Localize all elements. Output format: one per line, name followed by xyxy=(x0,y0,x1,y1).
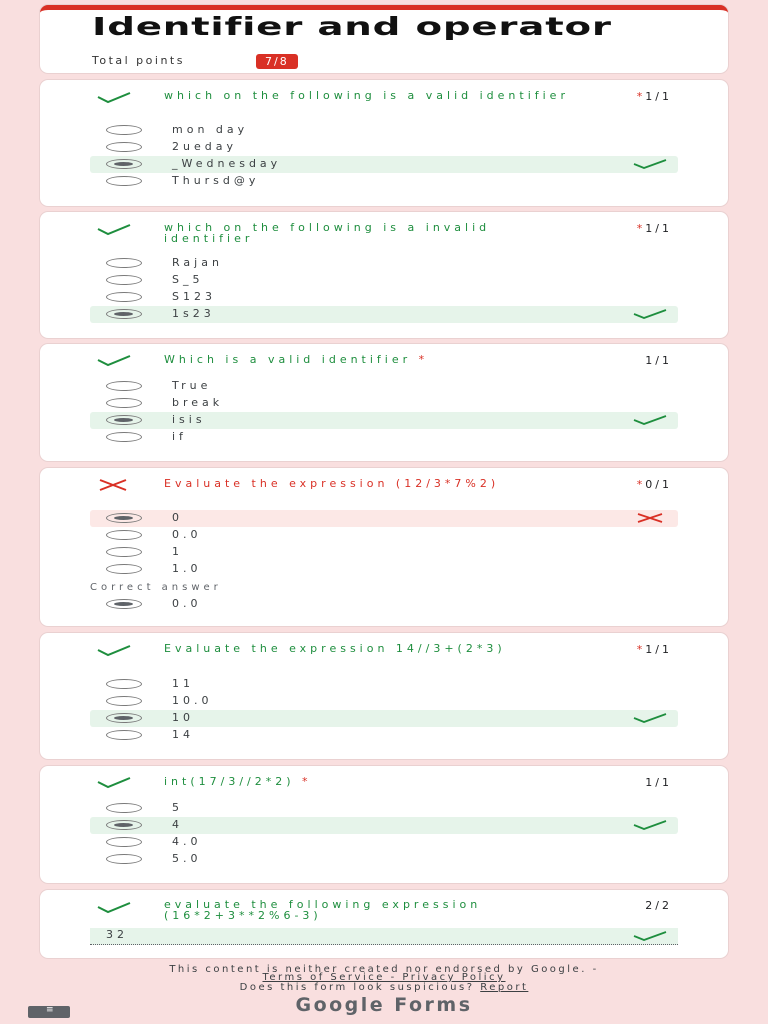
radio-button[interactable] xyxy=(106,432,142,442)
option-label: 10 xyxy=(172,711,194,724)
terms-privacy-link[interactable]: Terms of Service - Privacy Policy xyxy=(262,972,506,983)
option-selected[interactable] xyxy=(90,710,678,727)
total-points-label: Total points xyxy=(92,54,185,67)
option-label: 1s23 xyxy=(172,307,215,320)
option-label: if xyxy=(172,430,187,443)
option-label: 0.0 xyxy=(172,528,202,541)
radio-button[interactable] xyxy=(106,530,142,540)
suspicious-text: Does this form look suspicious? Report xyxy=(239,982,529,993)
question-card-2 xyxy=(40,212,728,338)
check-icon xyxy=(96,900,132,916)
option-label: 5.0 xyxy=(172,852,202,865)
question-card-5 xyxy=(40,633,728,759)
option-label: 1.0 xyxy=(172,562,202,575)
form-title: Identifier and operator xyxy=(92,12,612,41)
correct-answer-label: Correct answer xyxy=(90,582,222,593)
question-score: 2/2 xyxy=(645,899,672,912)
option-selected[interactable] xyxy=(90,510,678,527)
question-score: 1/1 xyxy=(645,354,672,367)
question-score: 1/1 xyxy=(645,776,672,789)
check-icon xyxy=(96,643,132,659)
radio-button[interactable] xyxy=(106,258,142,268)
option-label: 1 xyxy=(172,545,183,558)
question-score: *1/1 xyxy=(636,643,672,656)
google-forms-logo: Google Forms xyxy=(295,994,473,1016)
radio-button-checked[interactable] xyxy=(106,415,142,425)
option-label: 4 xyxy=(172,818,183,831)
option[interactable] xyxy=(90,727,678,744)
check-icon xyxy=(96,775,132,791)
option[interactable] xyxy=(90,527,678,544)
question-score: *0/1 xyxy=(636,478,672,491)
option[interactable] xyxy=(90,693,678,710)
radio-button[interactable] xyxy=(106,803,142,813)
question-title: Which is a valid identifier * xyxy=(164,353,429,366)
disclaimer-text: This content is neither created nor endorsed by Google. - xyxy=(169,964,599,975)
option-label: Rajan xyxy=(172,256,223,269)
menu-icon: ≡ xyxy=(46,1005,54,1015)
question-title: Evaluate the expression 14//3+(2*3) xyxy=(164,642,506,655)
option-label: 4.0 xyxy=(172,835,202,848)
check-icon xyxy=(96,222,132,238)
radio-button[interactable] xyxy=(106,837,142,847)
correct-answer xyxy=(90,596,678,613)
option-label: _Wednesday xyxy=(172,157,282,170)
check-icon xyxy=(632,158,668,170)
radio-button[interactable] xyxy=(106,125,142,135)
report-link[interactable]: Report xyxy=(480,982,529,993)
option[interactable] xyxy=(90,544,678,561)
check-icon xyxy=(632,414,668,426)
option-label: 14 xyxy=(172,728,194,741)
question-title: Evaluate the expression (12/3*7%2) xyxy=(164,477,500,490)
radio-button[interactable] xyxy=(106,176,142,186)
score-badge: 7/8 xyxy=(256,54,298,69)
radio-button[interactable] xyxy=(106,142,142,152)
check-icon xyxy=(632,308,668,320)
form-header-card xyxy=(40,5,728,73)
check-icon xyxy=(632,930,668,942)
option-selected[interactable] xyxy=(90,412,678,429)
option[interactable] xyxy=(90,834,678,851)
radio-button[interactable] xyxy=(106,275,142,285)
check-icon xyxy=(632,819,668,831)
cross-icon xyxy=(96,478,132,494)
question-score: *1/1 xyxy=(636,90,672,103)
radio-button[interactable] xyxy=(106,292,142,302)
text-answer-field[interactable] xyxy=(90,928,678,945)
radio-button-checked[interactable] xyxy=(106,309,142,319)
option-selected[interactable] xyxy=(90,306,678,323)
option[interactable] xyxy=(90,255,678,272)
option-label: Thursd@y xyxy=(172,174,260,187)
radio-button-checked[interactable] xyxy=(106,820,142,830)
check-icon xyxy=(632,712,668,724)
question-card-4 xyxy=(40,468,728,626)
radio-button-checked[interactable] xyxy=(106,513,142,523)
option[interactable] xyxy=(90,289,678,306)
option-label: 2ueday xyxy=(172,140,237,153)
check-icon xyxy=(96,90,132,106)
question-score: *1/1 xyxy=(636,222,672,235)
question-card-3 xyxy=(40,344,728,461)
option-selected[interactable] xyxy=(90,817,678,834)
question-card-6 xyxy=(40,766,728,883)
option-label: S123 xyxy=(172,290,216,303)
question-card-7 xyxy=(40,890,728,958)
option[interactable] xyxy=(90,272,678,289)
radio-button-checked[interactable] xyxy=(106,159,142,169)
option[interactable] xyxy=(90,676,678,693)
check-icon xyxy=(96,353,132,369)
option[interactable] xyxy=(90,429,678,446)
option[interactable] xyxy=(90,851,678,868)
option-selected[interactable] xyxy=(90,156,678,173)
option-label: S_5 xyxy=(172,273,204,286)
option-label: True xyxy=(172,379,212,392)
radio-button[interactable] xyxy=(106,398,142,408)
option-label: 5 xyxy=(172,801,183,814)
radio-button[interactable] xyxy=(106,679,142,689)
option[interactable] xyxy=(90,122,678,139)
question-card-1 xyxy=(40,80,728,206)
option-label: isis xyxy=(172,413,206,426)
radio-button-checked[interactable] xyxy=(106,713,142,723)
option-label: 10.0 xyxy=(172,694,213,707)
radio-button[interactable] xyxy=(106,381,142,391)
option[interactable] xyxy=(90,800,678,817)
option-label: 0.0 xyxy=(172,597,202,610)
option[interactable] xyxy=(90,173,678,190)
option-label: 0 xyxy=(172,511,183,524)
question-title: evaluate the following expression (16*2+3**2%6-3) xyxy=(164,898,482,922)
option[interactable] xyxy=(90,395,678,412)
text-answer-value: 32 xyxy=(106,928,128,941)
option[interactable] xyxy=(90,139,678,156)
radio-button[interactable] xyxy=(106,730,142,740)
radio-button-checked xyxy=(106,599,142,609)
radio-button[interactable] xyxy=(106,547,142,557)
feedback-button[interactable] xyxy=(28,1006,70,1018)
option[interactable] xyxy=(90,378,678,395)
question-title: which on the following is a invalid identifier xyxy=(164,221,491,245)
option[interactable] xyxy=(90,561,678,578)
question-title: int(17/3//2*2) * xyxy=(164,775,312,788)
radio-button[interactable] xyxy=(106,564,142,574)
cross-icon xyxy=(632,512,668,524)
question-title: which on the following is a valid identifier xyxy=(164,89,569,102)
radio-button[interactable] xyxy=(106,696,142,706)
radio-button[interactable] xyxy=(106,854,142,864)
option-label: 11 xyxy=(172,677,194,690)
option-label: break xyxy=(172,396,224,409)
option-label: mon day xyxy=(172,123,249,136)
